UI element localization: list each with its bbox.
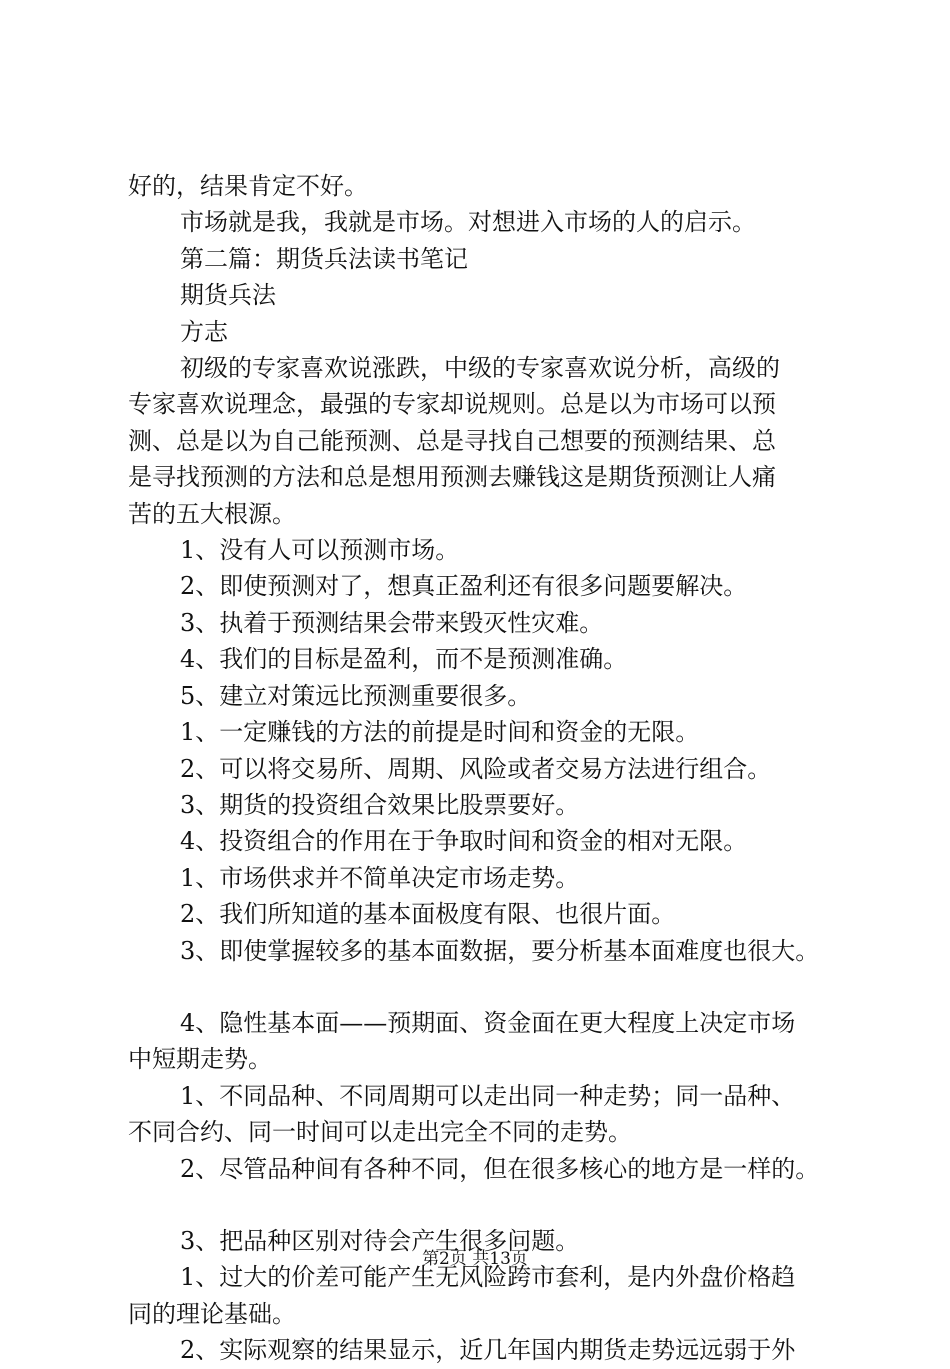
list-item: 3、即使掌握较多的基本面数据，要分析基本面难度也很大。 xyxy=(180,936,820,965)
list-item: 2、即使预测对了，想真正盈利还有很多问题要解决。 xyxy=(180,572,748,601)
list-item: 2、我们所知道的基本面极度有限、也很片面。 xyxy=(180,900,676,929)
author-name: 方志 xyxy=(180,317,228,346)
list-item: 1、市场供求并不简单决定市场走势。 xyxy=(180,863,580,892)
list-item: 5、建立对策远比预测重要很多。 xyxy=(180,681,532,710)
list-item: 2、尽管品种间有各种不同，但在很多核心的地方是一样的。 xyxy=(180,1154,820,1183)
blank-line xyxy=(128,969,838,1005)
list-item: 4、投资组合的作用在于争取时间和资金的相对无限。 xyxy=(180,827,748,856)
list-item: 4、隐性基本面——预期面、资金面在更大程度上决定市场 xyxy=(180,1008,796,1037)
text-line: 同的理论基础。 xyxy=(128,1299,296,1328)
list-item: 2、可以将交易所、周期、风险或者交易方法进行组合。 xyxy=(180,754,772,783)
list-item: 3、把品种区别对待会产生很多问题。 xyxy=(180,1226,580,1255)
list-item: 1、不同品种、不同周期可以走出同一种走势；同一品种、 xyxy=(180,1081,796,1110)
text-line: 中短期走势。 xyxy=(128,1045,272,1074)
list-item: 3、执着于预测结果会带来毁灭性灾难。 xyxy=(180,608,604,637)
list-item: 4、我们的目标是盈利，而不是预测准确。 xyxy=(180,645,628,674)
page-footer: 第2页 共13页 xyxy=(422,1249,528,1269)
list-item: 1、没有人可以预测市场。 xyxy=(180,536,460,565)
text-line: 苦的五大根源。 xyxy=(128,499,296,528)
list-item: 1、一定赚钱的方法的前提是时间和资金的无限。 xyxy=(180,718,700,747)
text-line: 是寻找预测的方法和总是想用预测去赚钱这是期货预测让人痛 xyxy=(128,463,776,492)
book-title: 期货兵法 xyxy=(180,281,276,310)
list-item: 3、期货的投资组合效果比股票要好。 xyxy=(180,790,580,819)
text-line: 不同合约、同一时间可以走出完全不同的走势。 xyxy=(128,1118,632,1147)
document-body xyxy=(128,168,838,1369)
list-item: 2、实际观察的结果显示，近几年国内期货走势远远弱于外 xyxy=(180,1336,796,1365)
text-line: 专家喜欢说理念，最强的专家却说规则。总是以为市场可以预 xyxy=(128,390,776,419)
text-line: 市场就是我，我就是市场。对想进入市场的人的启示。 xyxy=(180,208,756,237)
text-line: 好的，结果肯定不好。 xyxy=(128,172,368,200)
text-line: 初级的专家喜欢说涨跌，中级的专家喜欢说分析，高级的 xyxy=(180,354,780,383)
list-item: 1、过大的价差可能产生无风险跨市套利，是内外盘价格趋 xyxy=(180,1263,796,1292)
blank-line xyxy=(128,1187,838,1223)
text-line: 测、总是以为自己能预测、总是寻找自己想要的预测结果、总 xyxy=(128,426,776,455)
section-heading: 第二篇：期货兵法读书笔记 xyxy=(180,244,468,273)
